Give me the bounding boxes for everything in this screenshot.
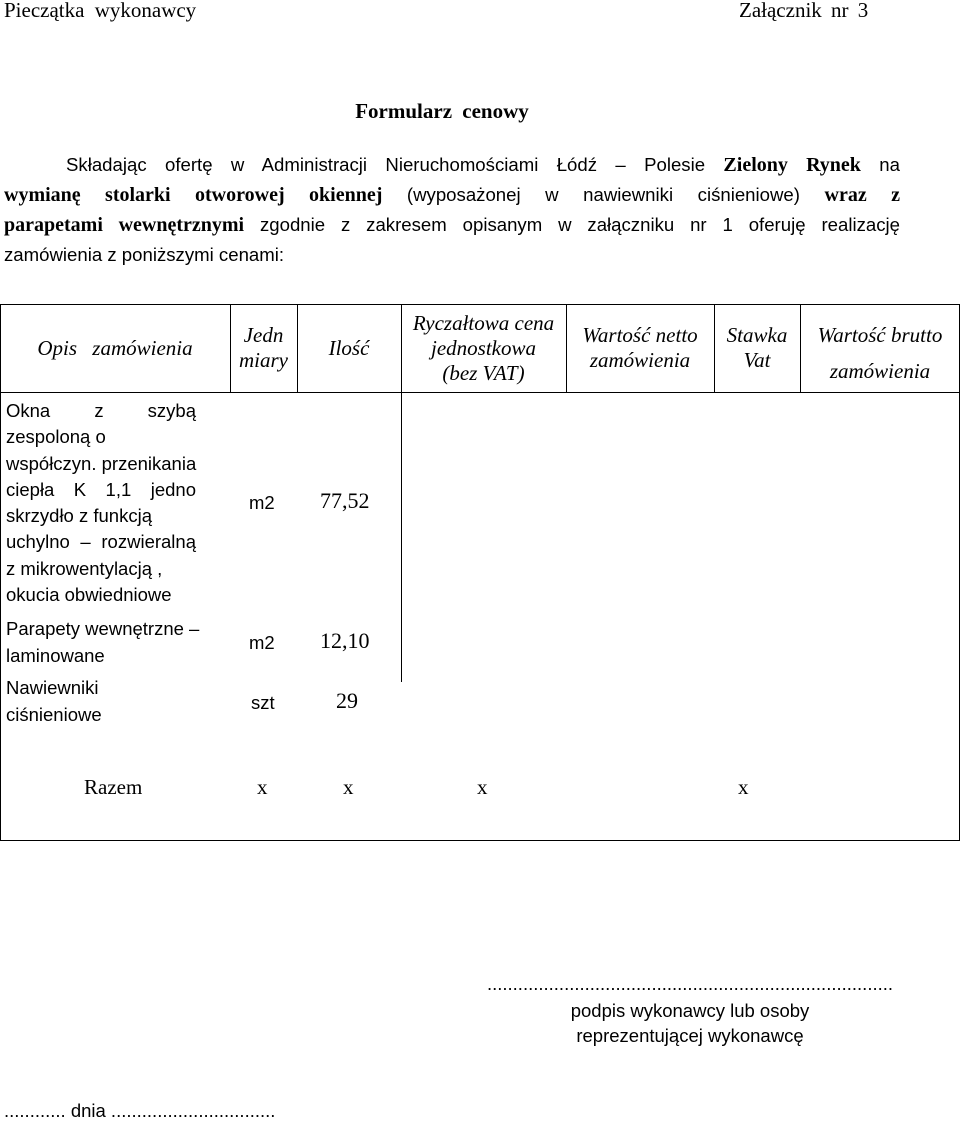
desc-line: współczyn. przenikania [6,452,197,474]
header-price-line: (bez VAT) [442,361,525,385]
table-border-bottom [0,840,960,841]
header-unit [230,323,297,373]
intro-bold: wraz z [824,184,901,206]
desc-line: zespoloną o [6,426,106,448]
intro-paragraph [4,150,900,269]
total-vat: x [738,775,749,799]
table-row-desc [6,398,196,608]
attachment-label: Załącznik nr 3 [739,0,869,22]
intro-bold: Zielony Rynek [723,154,861,176]
header-vat-line: Stawka [726,323,788,347]
table-row-desc [6,675,102,728]
desc-line: okucia obwiedniowe [6,584,172,606]
table-row-unit: szt [251,692,275,713]
desc-line: ciśnieniowe [6,703,102,725]
total-unit: x [257,775,268,799]
desc-line: ciepła K 1,1 jedno [6,478,196,500]
desc-line: uchylno – rozwieralną [6,531,196,553]
table-border-top [0,304,960,305]
date-line: ............ dnia ................................ [4,1100,276,1121]
header-price-line: jednostkowa [431,336,536,360]
table-header-separator [0,392,960,393]
table-row-qty: 29 [336,688,358,713]
header-net-line: zamówienia [589,348,691,372]
header-gross-line: zamówienia [829,359,931,383]
header-gross-line: Wartość brutto [817,323,943,347]
header-desc: Opis zamówienia [37,336,193,360]
desc-line: z mikrowentylacją , [6,557,163,579]
header-unit-line: Jedn [243,323,284,347]
stamp-label: Pieczątka wykonawcy [4,0,197,22]
header-qty: Ilość [328,336,370,360]
signature-line-2: reprezentującej wykonawcę [576,1025,804,1046]
header-vat-line: Vat [743,348,771,372]
header-price-line: Ryczałtowa cena [412,311,555,335]
header-net-line: Wartość netto [582,323,698,347]
intro-line-4: zamówienia z poniższymi cenami: [4,244,285,265]
intro-bold: wymianę stolarki otworowej okiennej [4,184,383,206]
table-row-desc [6,616,199,669]
header-unit-line: miary [239,348,288,372]
intro-line-1 [4,150,900,180]
signature-dots: ............................................................................... [486,975,894,993]
intro-line-2 [4,180,900,210]
intro-text: na [860,154,900,175]
desc-line: skrzydło z funkcją [6,505,152,527]
intro-line-3 [4,210,900,240]
table-row-unit: m2 [249,632,275,653]
table-row-unit: m2 [249,492,275,513]
total-price: x [477,775,488,799]
signature-line-1: podpis wykonawcy lub osoby [570,1000,810,1021]
header-unit-price [401,311,566,386]
desc-line: laminowane [6,644,105,666]
header-gross-value [800,317,960,389]
intro-text: Składając ofertę w Administracji Nieruchomościami Łódź – Polesie [66,154,724,175]
total-label: Razem [84,775,143,799]
intro-text: zgodnie z zakresem opisanym w załączniku nr 1 oferuję realizację [244,214,900,235]
desc-line: Okna z szybą [6,400,196,421]
total-qty: x [343,775,354,799]
intro-text: (wyposażonej w nawiewniki ciśnieniowe) [382,184,825,205]
desc-line: Nawiewniki [6,677,99,698]
intro-bold: parapetami wewnętrznymi [4,214,245,236]
table-row-qty: 12,10 [320,628,370,653]
header-vat-rate [714,323,800,373]
desc-line: Parapety wewnętrzne – [6,618,200,639]
table-border-left [0,304,1,841]
header-net-value [566,323,714,373]
form-title: Formularz cenowy [355,99,529,123]
table-row-qty: 77,52 [320,488,370,513]
